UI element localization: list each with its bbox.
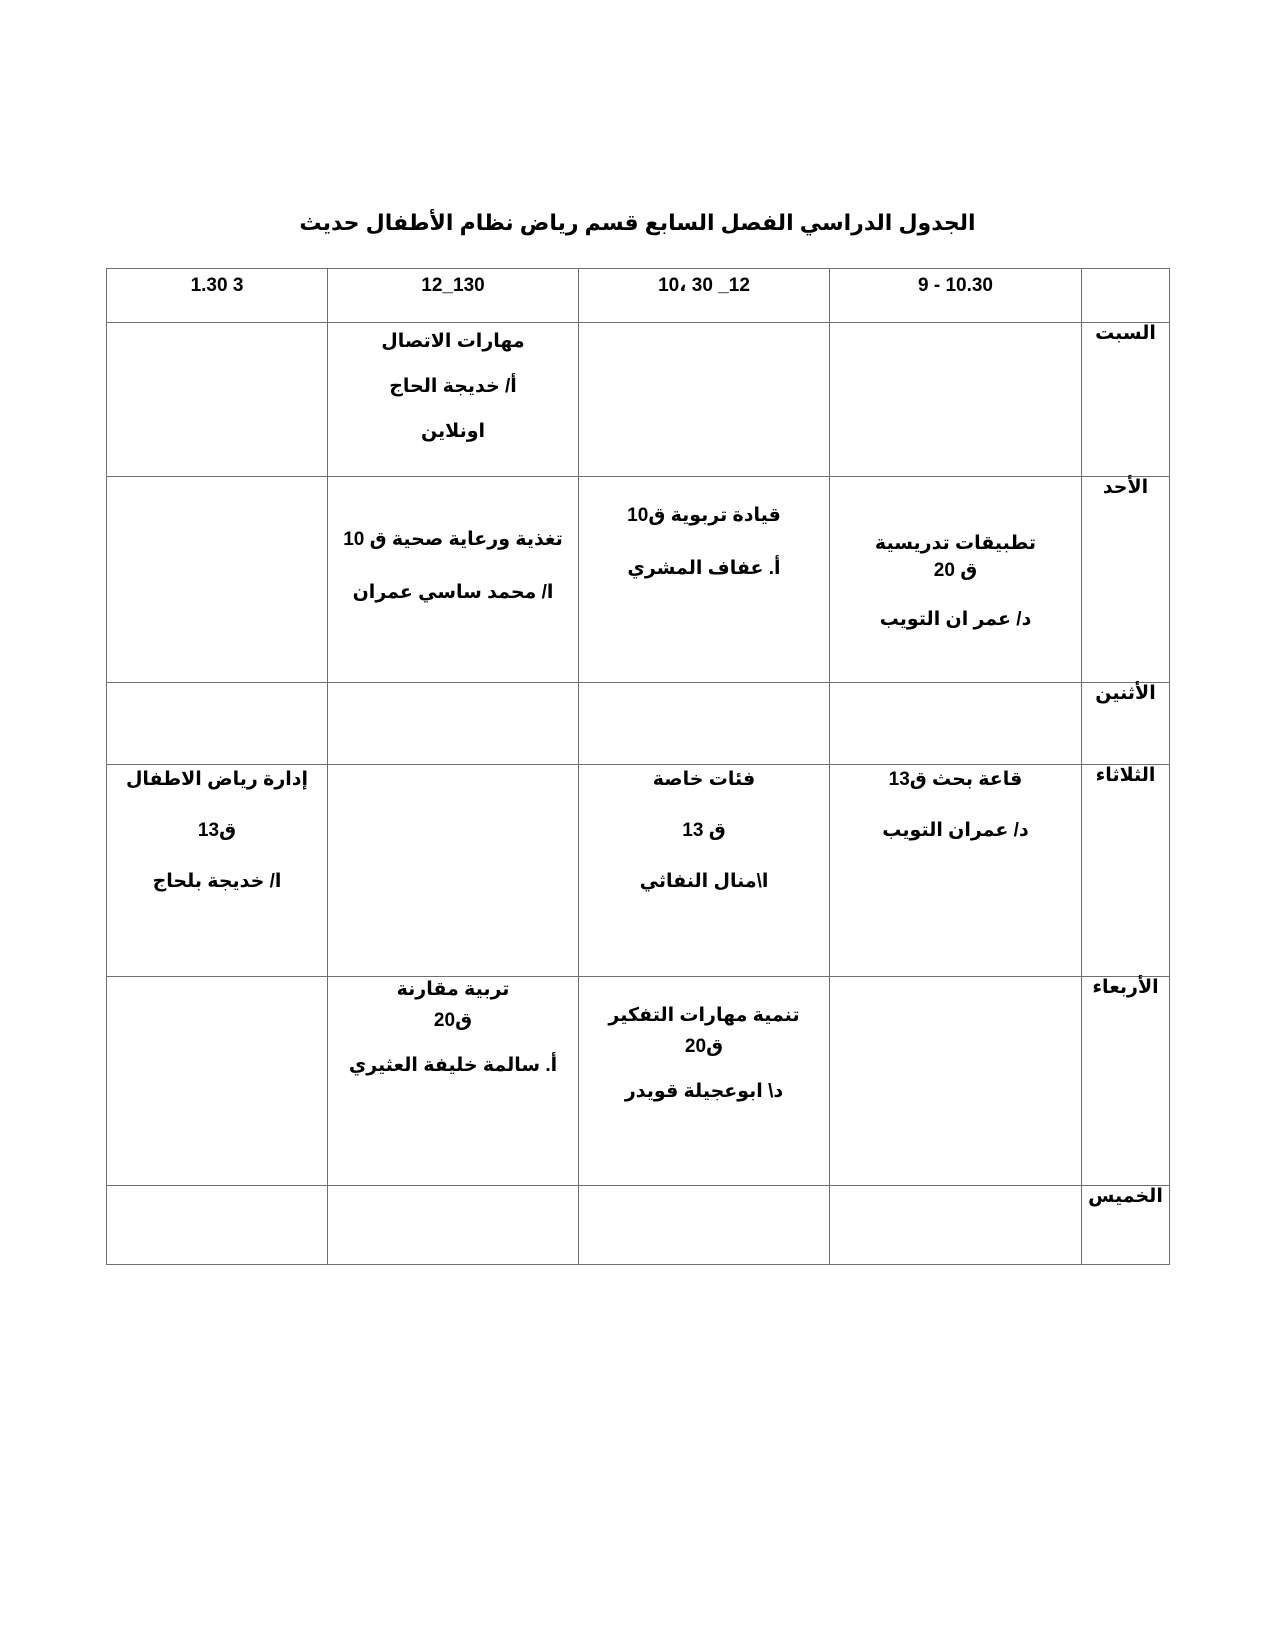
day-row xyxy=(107,323,1170,477)
course-detail: أ. سالمة خليفة العثيري xyxy=(348,1054,558,1076)
course-name: تربية مقارنة xyxy=(396,979,510,1000)
corner-cell xyxy=(1082,269,1170,323)
course-detail: د/ عمر ان التويب xyxy=(879,608,1032,630)
course-detail: ق 20 xyxy=(933,559,978,581)
page-title: الجدول الدراسي الفصل السابع قسم رياض نظام الأطفال حديث xyxy=(299,210,976,235)
schedule-cell xyxy=(107,477,328,683)
course-detail: ا\منال النفاثي xyxy=(639,870,769,892)
schedule-cell xyxy=(107,1186,328,1265)
schedule-cell xyxy=(830,977,1082,1186)
day-row xyxy=(107,977,1170,1186)
course-name: قيادة تربوية ق10 xyxy=(627,505,781,526)
day-label: الثلاثاء xyxy=(1082,765,1170,977)
schedule-cell xyxy=(328,683,579,765)
schedule-cell xyxy=(579,977,830,1186)
course-detail: ق20 xyxy=(684,1035,724,1057)
schedule-cell xyxy=(579,323,830,477)
course-name: قاعة بحث ق13 xyxy=(888,769,1023,790)
schedule-cell xyxy=(328,477,579,683)
schedule-cell xyxy=(107,683,328,765)
course-name: مهارات الاتصال xyxy=(381,331,525,352)
time-slot-header: 12_ 30 ،10 xyxy=(579,269,830,323)
schedule-cell xyxy=(830,683,1082,765)
schedule-cell xyxy=(328,323,579,477)
schedule-cell xyxy=(107,977,328,1186)
course-detail: د\ ابوعجيلة قويدر xyxy=(624,1080,784,1102)
course-detail: اونلاين xyxy=(420,420,486,442)
day-row xyxy=(107,683,1170,765)
day-label: السبت xyxy=(1082,323,1170,477)
schedule-cell xyxy=(830,323,1082,477)
schedule-cell xyxy=(328,765,579,977)
course-detail: ق13 xyxy=(197,819,237,841)
course-name: تنمية مهارات التفكير xyxy=(608,1005,800,1026)
schedule-cell xyxy=(830,1186,1082,1265)
day-label: الخميس xyxy=(1082,1186,1170,1265)
course-detail: ق 13 xyxy=(682,819,726,841)
day-label: الأثنين xyxy=(1082,683,1170,765)
day-row xyxy=(107,477,1170,683)
course-detail: ق20 xyxy=(433,1009,473,1031)
course-name: فئات خاصة xyxy=(652,769,756,790)
schedule-cell xyxy=(579,477,830,683)
day-row xyxy=(107,1186,1170,1265)
course-detail: أ. عفاف المشري xyxy=(627,557,781,579)
day-label: الأحد xyxy=(1082,477,1170,683)
course-detail: ا/ محمد ساسي عمران xyxy=(352,581,554,603)
schedule-table xyxy=(106,268,1170,1265)
schedule-cell xyxy=(579,765,830,977)
time-slot-header: 10.30 - 9 xyxy=(830,269,1082,323)
course-name: تطبيقات تدريسية xyxy=(874,533,1037,554)
header-row xyxy=(107,269,1170,323)
schedule-cell xyxy=(107,323,328,477)
schedule-cell xyxy=(328,1186,579,1265)
schedule-cell xyxy=(830,477,1082,683)
schedule-cell xyxy=(107,765,328,977)
schedule-cell xyxy=(579,1186,830,1265)
schedule-cell xyxy=(830,765,1082,977)
course-detail: ا/ خديجة بلحاج xyxy=(152,870,282,892)
time-slot-header: 130_12 xyxy=(328,269,579,323)
course-name: تغذية ورعاية صحية ق 10 xyxy=(343,529,563,550)
time-slot-header: 3 1.30 xyxy=(107,269,328,323)
schedule-body xyxy=(107,323,1170,1265)
course-detail: أ/ خديجة الحاج xyxy=(389,375,517,397)
day-row xyxy=(107,765,1170,977)
schedule-cell xyxy=(579,683,830,765)
schedule-cell xyxy=(328,977,579,1186)
course-name: إدارة رياض الاطفال xyxy=(125,769,309,790)
course-detail: د/ عمران التويب xyxy=(882,819,1029,841)
day-label: الأربعاء xyxy=(1082,977,1170,1186)
